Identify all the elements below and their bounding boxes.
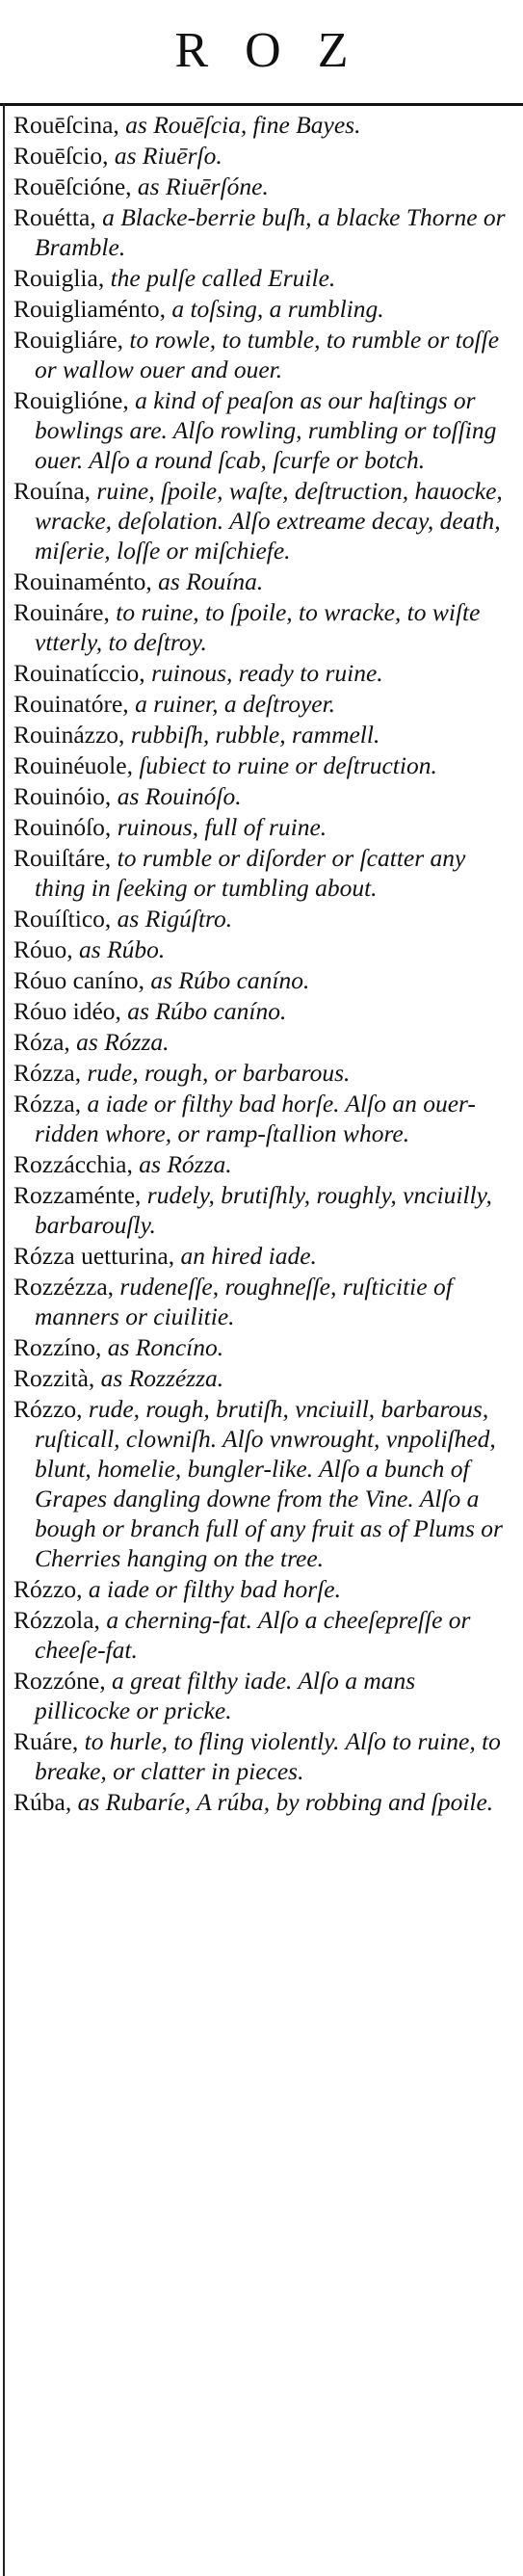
dictionary-entry bbox=[13, 1394, 516, 1573]
dictionary-entry bbox=[13, 1363, 516, 1393]
entry-headword: Róuo idéo, bbox=[13, 997, 121, 1025]
entry-definition: as Rózza. bbox=[69, 1028, 170, 1056]
entry-definition: as Riuērſóne. bbox=[131, 172, 269, 200]
entry-definition: a iade or filthy bad horſe. Alſo an ouer-ridden whore, or ramp-ſtallion whore. bbox=[35, 1090, 476, 1147]
entry-headword: Rouinóio, bbox=[13, 782, 112, 810]
dictionary-entry bbox=[13, 1241, 516, 1271]
entry-headword: Rouinaménto, bbox=[13, 567, 152, 595]
entry-definition: a kind of peaſon as our haſtings or bowlings are. Alſo rowling, rumbling or toſſing ouer. Alſo a round ſcab, ſcurfe or botch. bbox=[35, 386, 497, 474]
dictionary-entry bbox=[13, 689, 516, 719]
entry-headword: Rozzácchia, bbox=[13, 1150, 133, 1178]
dictionary-entry bbox=[13, 385, 516, 475]
entry-definition: as Rouēſcia, fine Bayes. bbox=[118, 111, 361, 139]
dictionary-entry bbox=[13, 171, 516, 201]
entry-definition: a toſsing, a rumbling. bbox=[165, 295, 384, 323]
entry-definition: as Riuērſo. bbox=[108, 142, 222, 170]
entry-definition: rudeneſſe, roughneſſe, ruſticitie of manners or ciuilitie. bbox=[35, 1273, 453, 1330]
dictionary-entry bbox=[13, 904, 516, 933]
dictionary-entry bbox=[13, 110, 516, 140]
entry-definition: as Rózza. bbox=[132, 1150, 232, 1178]
entry-headword: Rouēſcina, bbox=[13, 111, 119, 139]
entry-headword: Rouiglia, bbox=[13, 264, 105, 292]
column-rule bbox=[3, 104, 5, 2576]
dictionary-entry bbox=[13, 658, 516, 688]
dictionary-entry bbox=[13, 781, 516, 811]
dictionary-entry bbox=[13, 566, 516, 596]
dictionary-entry bbox=[13, 141, 516, 171]
entry-headword: Rozzaménte, bbox=[13, 1181, 142, 1209]
entry-headword: Rozzóne, bbox=[13, 1667, 106, 1695]
entry-definition: an hired iade. bbox=[174, 1242, 317, 1270]
entry-headword: Rouēſcióne, bbox=[13, 172, 132, 200]
entry-definition: as Rigúſtro. bbox=[111, 905, 233, 933]
entry-definition: as Rouinóſo. bbox=[111, 782, 242, 810]
dictionary-entry bbox=[13, 597, 516, 657]
entry-definition: as Roncíno. bbox=[101, 1333, 224, 1361]
dictionary-entry bbox=[13, 1058, 516, 1088]
entry-definition: to ruine, to ſpoile, to wracke, to wiſte vtterly, to deſtroy. bbox=[35, 598, 481, 656]
entry-definition: as Rúbo caníno. bbox=[144, 966, 310, 994]
entry-headword: Rózza, bbox=[13, 1059, 82, 1087]
entry-headword: Rózzo, bbox=[13, 1395, 83, 1423]
entry-headword: Rozzità, bbox=[13, 1364, 95, 1392]
dictionary-entry bbox=[13, 202, 516, 262]
dictionary-entry bbox=[13, 750, 516, 780]
entry-headword: Rouiglióne, bbox=[13, 386, 129, 414]
entry-headword: Rouinatíccio, bbox=[13, 659, 145, 687]
entry-definition: a iade or filthy bad horſe. bbox=[82, 1575, 341, 1603]
dictionary-entry bbox=[13, 1332, 516, 1362]
page-header bbox=[0, 0, 523, 101]
entry-definition: as Rozzézza. bbox=[94, 1364, 224, 1392]
entry-headword: Rouinázzo, bbox=[13, 721, 125, 749]
entry-headword: Rozzíno, bbox=[13, 1333, 102, 1361]
entry-headword: Róza, bbox=[13, 1028, 70, 1056]
entry-headword: Rouiſtáre, bbox=[13, 844, 112, 872]
dictionary-entry bbox=[13, 1149, 516, 1179]
dictionary-entry bbox=[13, 1605, 516, 1665]
entry-headword: Rouēſcio, bbox=[13, 142, 109, 170]
entry-definition: to hurle, to fling violently. Alſo to ruine, to breake, or clatter in pieces. bbox=[35, 1727, 501, 1785]
entry-definition: to rumble or diſorder or ſcatter any thing in ſeeking or tumbling about. bbox=[35, 844, 466, 902]
entry-definition: rude, rough, brutiſh, vnciuill, barbarous, ruſticall, clowniſh. Alſo vnwrought, vnpoliſhed, blunt, homelie, bungler-like. Alſo a bunch of Grapes dangling downe from the Vine. Alſo a bough or branch full of any fruit as of Plums or Cherries hanging on the tree. bbox=[35, 1395, 503, 1572]
entry-definition: as Rúbo. bbox=[72, 935, 166, 963]
entry-definition: a ruiner, a deſtroyer. bbox=[128, 690, 336, 718]
dictionary-entry bbox=[13, 812, 516, 842]
entry-headword: Róuo caníno, bbox=[13, 966, 144, 994]
entry-headword: Rózza uetturina, bbox=[13, 1242, 175, 1270]
entry-headword: Rouigliaménto, bbox=[13, 295, 166, 323]
entry-definition: ruine, ſpoile, waſte, deſtruction, hauocke, wracke, deſolation. Alſo extreame decay, death, miſerie, loſſe or miſchiefe. bbox=[35, 477, 503, 565]
dictionary-entry bbox=[13, 1574, 516, 1604]
dictionary-entry bbox=[13, 1272, 516, 1331]
entry-headword: Rouináre, bbox=[13, 598, 110, 626]
dictionary-entry bbox=[13, 476, 516, 565]
entry-definition: to rowle, to tumble, to rumble or toſſe or wallow ouer and ouer. bbox=[35, 326, 500, 383]
entry-headword: Rúba, bbox=[13, 1788, 72, 1816]
entry-headword: Ruáre, bbox=[13, 1727, 79, 1755]
entry-headword: Rózzo, bbox=[13, 1575, 83, 1603]
entry-definition: the pulſe called Eruile. bbox=[104, 264, 336, 292]
entry-definition: as Rubaríe, A rúba, by robbing and ſpoile. bbox=[71, 1788, 494, 1816]
entry-headword: Rózza, bbox=[13, 1090, 82, 1117]
entry-headword: Rouína, bbox=[13, 477, 92, 505]
running-head: ROZ bbox=[174, 23, 385, 78]
entry-definition: rubbiſh, rubble, rammell. bbox=[124, 721, 380, 749]
dictionary-entry bbox=[13, 294, 516, 324]
entry-headword: Rouétta, bbox=[13, 203, 96, 231]
entry-definition: rude, rough, or barbarous. bbox=[81, 1059, 351, 1087]
dictionary-entry bbox=[13, 1027, 516, 1057]
entry-headword: Rozzézza, bbox=[13, 1273, 115, 1301]
dictionary-entry bbox=[13, 720, 516, 749]
entry-headword: Rouigliáre, bbox=[13, 326, 124, 354]
dictionary-entry bbox=[13, 1787, 516, 1817]
dictionary-entry bbox=[13, 996, 516, 1026]
entry-definition: ruinous, ready to ruine. bbox=[144, 659, 383, 687]
dictionary-entry bbox=[13, 1089, 516, 1148]
entry-headword: Rózzola, bbox=[13, 1606, 100, 1634]
entry-headword: Rouíſtico, bbox=[13, 905, 112, 933]
dictionary-entry bbox=[13, 965, 516, 995]
header-rule bbox=[0, 103, 523, 106]
entry-definition: as Rúbo caníno. bbox=[120, 997, 287, 1025]
dictionary-entry bbox=[13, 1726, 516, 1786]
entry-headword: Rouinóſo, bbox=[13, 813, 112, 841]
dictionary-entry bbox=[13, 263, 516, 293]
entry-definition: a Blacke-berrie buſh, a blacke Thorne or Bramble. bbox=[35, 203, 506, 261]
entry-definition: ruinous, full of ruine. bbox=[111, 813, 327, 841]
entry-definition: ſubiect to ruine or deſtruction. bbox=[132, 751, 437, 779]
entry-definition: rudely, brutiſhly, roughly, vnciuilly, barbarouſly. bbox=[35, 1181, 492, 1239]
entry-headword: Róuo, bbox=[13, 935, 73, 963]
dictionary-entry bbox=[13, 934, 516, 964]
dictionary-entry bbox=[13, 843, 516, 903]
dictionary-entry bbox=[13, 1180, 516, 1240]
entry-headword: Rouinéuole, bbox=[13, 751, 133, 779]
dictionary-entry bbox=[13, 1666, 516, 1725]
entry-definition: as Rouína. bbox=[151, 567, 264, 595]
entry-definition: a cherning-fat. Alſo a cheeſepreſſe or cheeſe-fat. bbox=[35, 1606, 471, 1664]
entry-list bbox=[13, 110, 516, 1818]
entry-headword: Rouinatóre, bbox=[13, 690, 129, 718]
dictionary-entry bbox=[13, 325, 516, 384]
entry-definition: a great filthy iade. Alſo a mans pillicocke or pricke. bbox=[35, 1667, 416, 1724]
